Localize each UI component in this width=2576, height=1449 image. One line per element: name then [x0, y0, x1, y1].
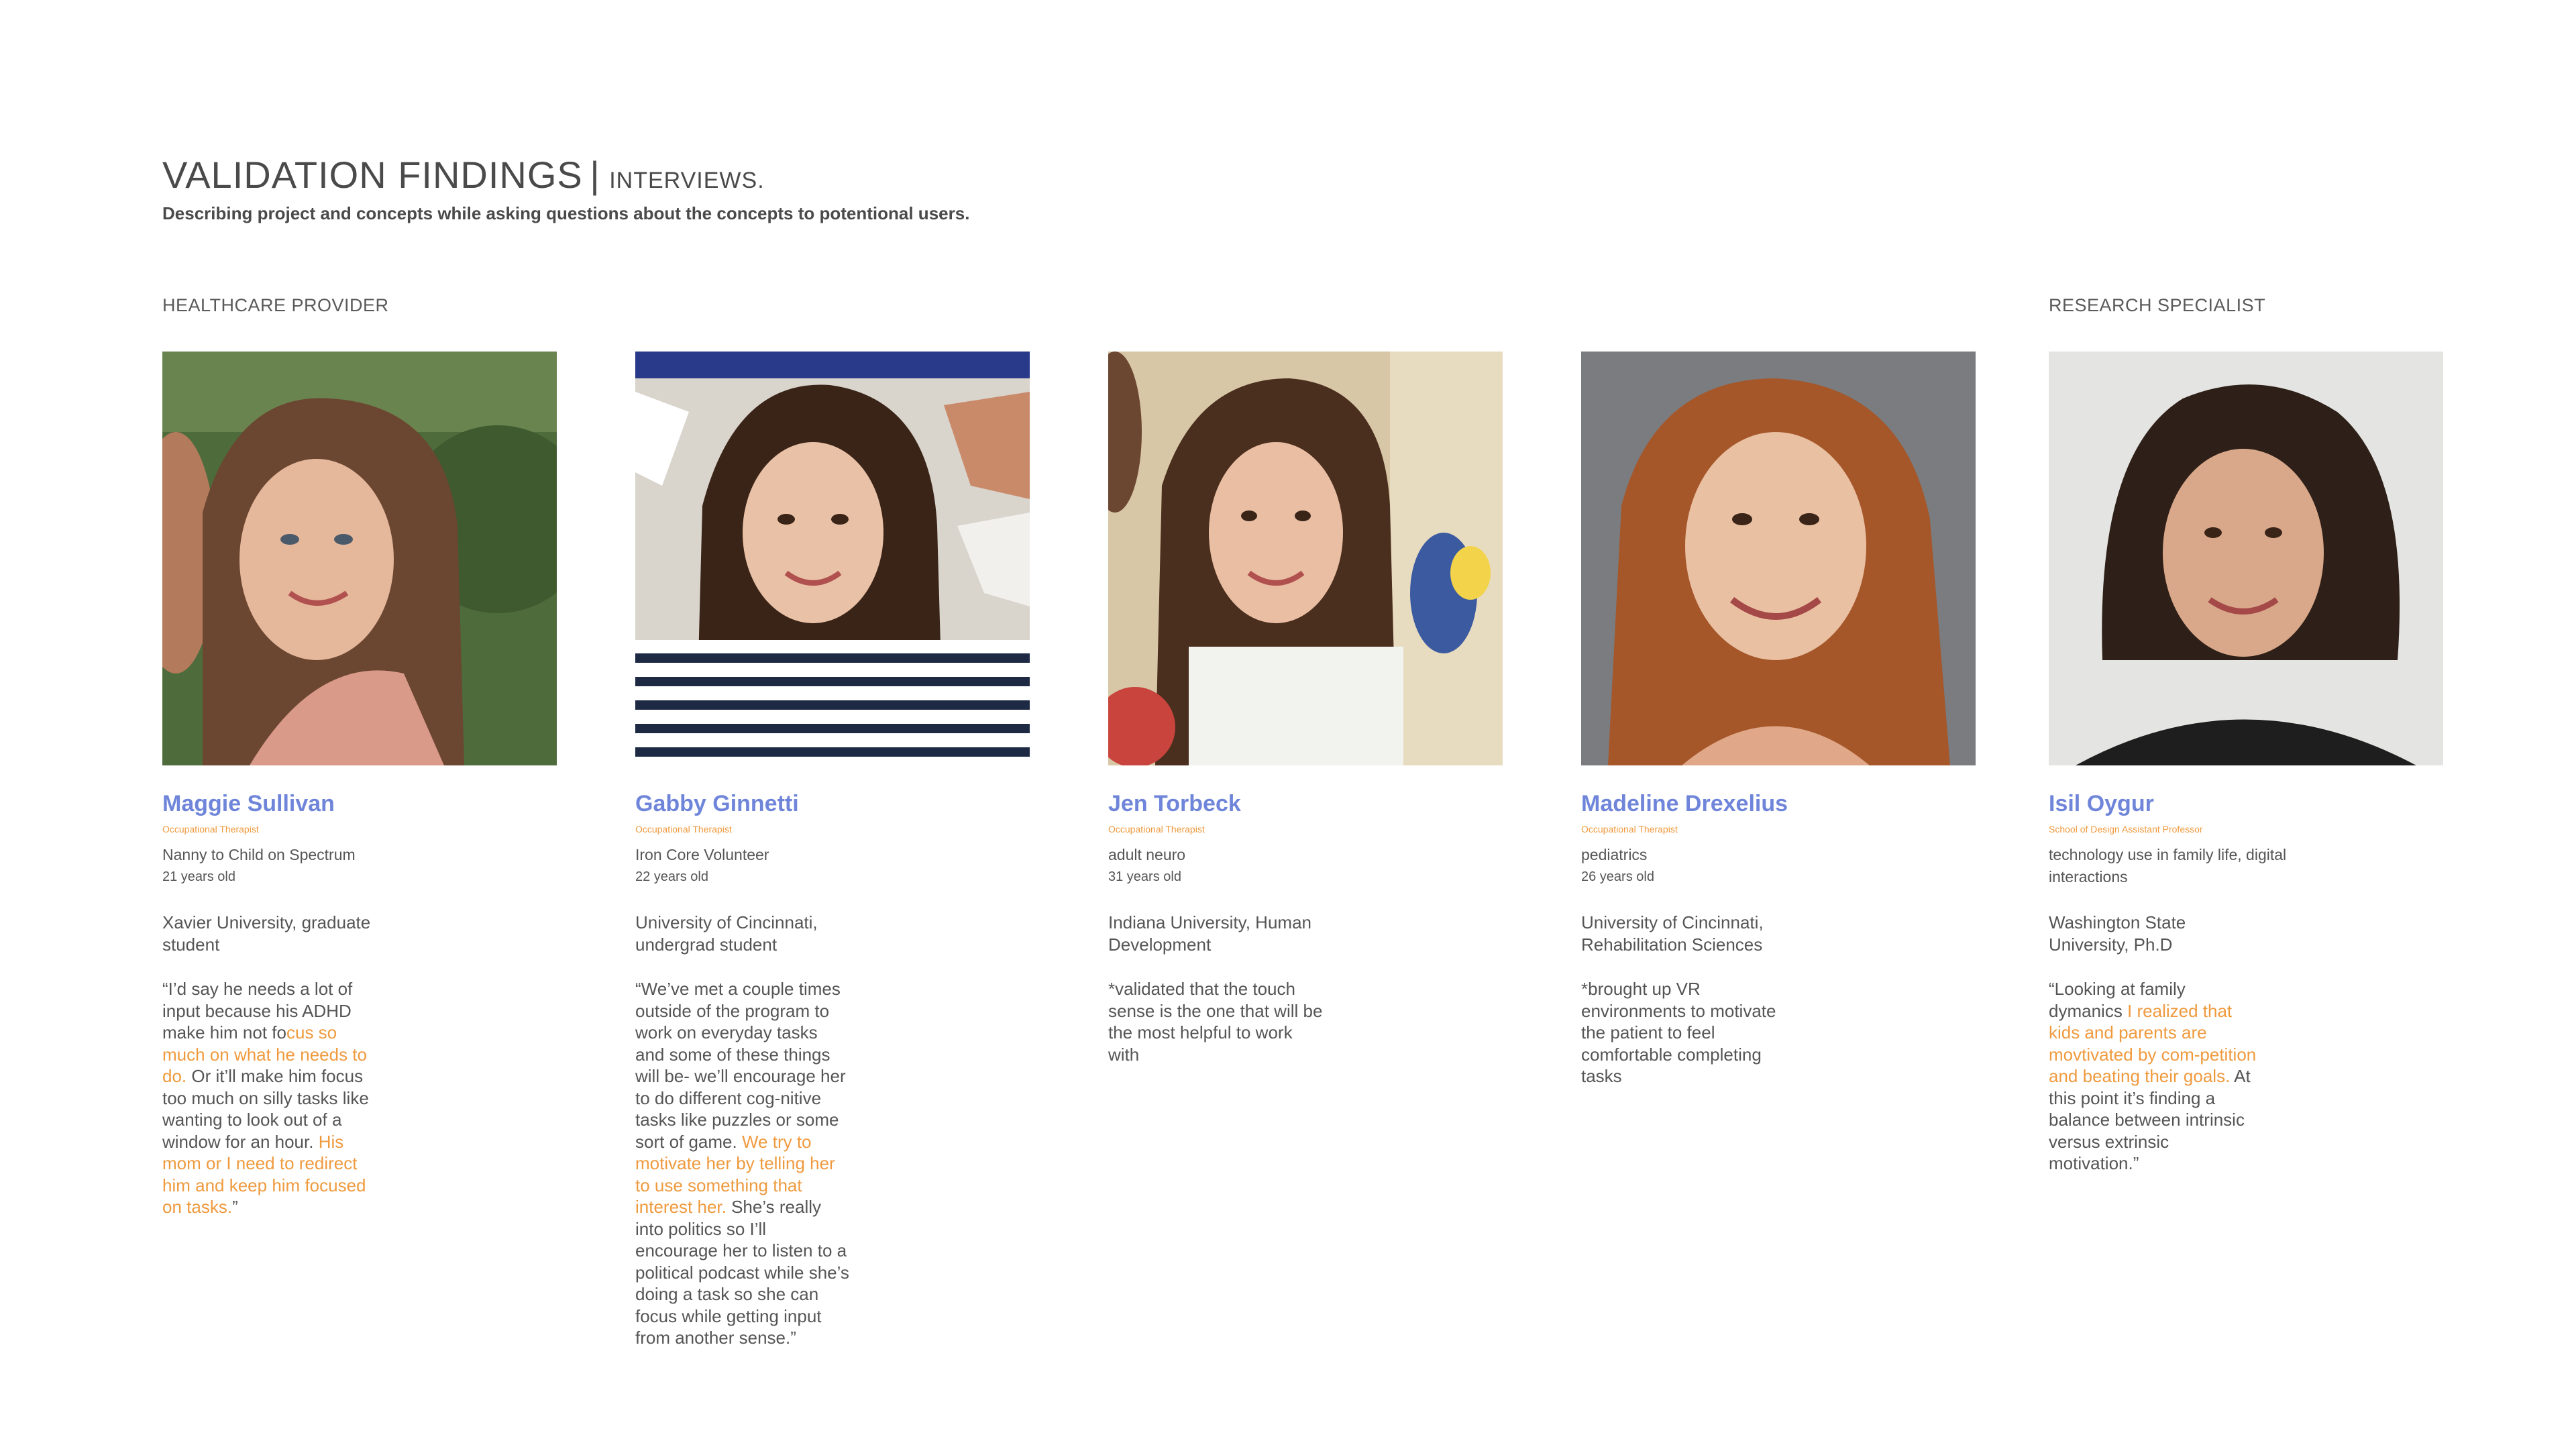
person-detail	[1108, 844, 1377, 888]
quote-highlight: We try to motivate her by telling her to use something that interest her.	[635, 1131, 835, 1217]
person-card	[635, 352, 1030, 1349]
person-photo	[635, 352, 1030, 765]
title-sub: INTERVIEWS.	[609, 168, 765, 193]
title-main: VALIDATION FINDINGS	[162, 154, 583, 196]
person-age: 31 years old	[1108, 869, 1181, 884]
person-quote	[2049, 978, 2263, 1175]
person-name: Jen Torbeck	[1108, 791, 1241, 816]
person-quote	[162, 978, 377, 1218]
person-school: Indiana University, Human Development	[1108, 912, 1311, 955]
person-school: Xavier University, graduate student	[162, 912, 371, 955]
person-school: University of Cincinnati, Rehabilitation Sciences	[1581, 912, 1764, 955]
person-quote	[635, 978, 850, 1349]
section-label-research: RESEARCH SPECIALIST	[2049, 295, 2266, 315]
quote-text: *brought up VR environments to motivate the patient to feel comfortable completing tasks	[1581, 979, 1776, 1086]
person-role: School of Design Assistant Professor	[2049, 824, 2203, 835]
quote-text: ”	[232, 1197, 238, 1217]
quote-text: “We’ve met a couple times outside of the program to work on everyday tasks and some of these things will be- we’ll encourage her to do different cog-nitive tasks like puzzles or some sort of game.	[635, 979, 846, 1152]
person-specialty: pediatrics	[1581, 846, 1648, 863]
person-role: Occupational Therapist	[162, 824, 259, 835]
person-school: University of Cincinnati, undergrad student	[635, 912, 818, 955]
person-role: Occupational Therapist	[635, 824, 732, 835]
quote-highlight: cus so much on what he needs to do.	[162, 1022, 367, 1086]
page-title	[162, 153, 969, 197]
quote-text: She’s really into politics so I’ll encourage her to listen to a political podcast while she’s doing a task so she can focus while getting input from another sense.”	[635, 1197, 849, 1348]
person-name: Isil Oygur	[2049, 791, 2154, 816]
person-age: 21 years old	[162, 869, 235, 884]
person-detail	[162, 844, 431, 888]
person-school: Washington State University, Ph.D	[2049, 912, 2186, 955]
person-photo	[1581, 352, 1976, 765]
person-name: Madeline Drexelius	[1581, 791, 1788, 816]
person-name: Maggie Sullivan	[162, 791, 335, 816]
person-role: Occupational Therapist	[1581, 824, 1678, 835]
person-specialty: Iron Core Volunteer	[635, 846, 769, 863]
quote-text: “Looking at family dymanics	[2049, 979, 2186, 1021]
section-label-healthcare: HEALTHCARE PROVIDER	[162, 295, 389, 315]
person-card	[162, 352, 557, 1218]
person-card	[1581, 352, 1976, 1087]
quote-text: “I’d say he needs a lot of input because his ADHD make him not fo	[162, 979, 353, 1042]
person-specialty: technology use in family life, digital interactions	[2049, 846, 2287, 885]
quote-text: At this point it’s finding a balance between intrinsic versus extrinsic motivation.”	[2049, 1066, 2251, 1173]
person-photo	[1108, 352, 1503, 765]
page-header	[162, 153, 969, 224]
person-card	[1108, 352, 1503, 1065]
quote-text: Or it’ll make him focus too much on silly tasks like wanting to look out of a window for an hour.	[162, 1066, 369, 1152]
person-detail	[2049, 844, 2317, 888]
person-specialty: Nanny to Child on Spectrum	[162, 846, 356, 863]
person-specialty: adult neuro	[1108, 846, 1186, 863]
person-age: 26 years old	[1581, 869, 1654, 884]
quote-text: *validated that the touch sense is the one that will be the most helpful to work with	[1108, 979, 1323, 1065]
person-photo	[162, 352, 557, 765]
person-detail	[635, 844, 904, 888]
person-name: Gabby Ginnetti	[635, 791, 799, 816]
person-photo	[2049, 352, 2443, 765]
person-detail	[1581, 844, 1849, 888]
person-age: 22 years old	[635, 869, 708, 884]
quote-highlight: I realized that kids and parents are movtivated by com-petition and beating their goals.	[2049, 1000, 2257, 1086]
title-separator: |	[590, 154, 600, 196]
person-quote	[1581, 978, 1796, 1087]
person-role: Occupational Therapist	[1108, 824, 1205, 835]
quote-highlight: His mom or I need to redirect him and keep him focused on tasks.	[162, 1131, 366, 1217]
page-subtitle: Describing project and concepts while asking questions about the concepts to potentional users.	[162, 203, 970, 223]
person-card	[2049, 352, 2443, 1175]
person-quote	[1108, 978, 1323, 1065]
